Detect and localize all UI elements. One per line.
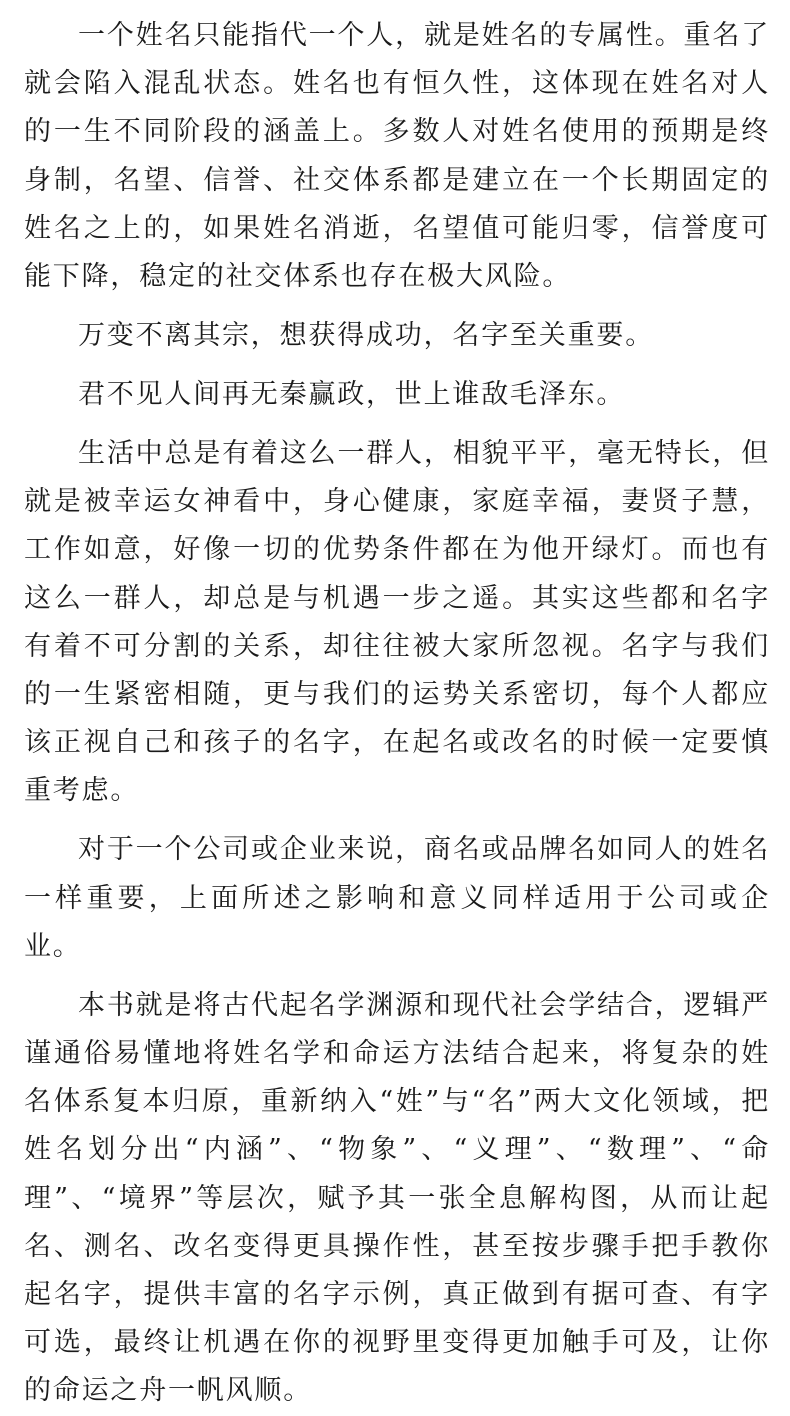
paragraph-fortune-and-names: 生活中总是有着这么一群人，相貌平平，毫无特长，但就是被幸运女神看中，身心健康，家庭幸福，妻贤子慧，工作如意，好像一切的优势条件都在为他开绿灯。而也有这么一群人，却总是与机遇一步之遥。其实这些都和名字有着不可分割的关系，却往往被大家所忽视。名字与我们的一生紧密相随，更与我们的运势关系密切，每个人都应该正视自己和孩子的名字，在起名或改名的时候一定要慎重考虑。 xyxy=(24,438,770,807)
paragraph-name-uniqueness: 一个姓名只能指代一个人，就是姓名的专属性。重名了就会陷入混乱状态。姓名也有恒久性，这体现在姓名对人的一生不同阶段的涵盖上。多数人对姓名使用的预期是终身制，名望、信誉、社交体系都是建立在一个长期固定的姓名之上的，如果姓名消逝，名望值可能归零，信誉度可能下降，稳定的社交体系也存在极大风险。 xyxy=(24,20,770,293)
paragraph-book-introduction: 本书就是将古代起名学渊源和现代社会学结合，逻辑严谨通俗易懂地将姓名学和命运方法结合起来，将复杂的姓名体系复本归原，重新纳入“姓”与“名”两大文化领域，把姓名划分出“内涵”、“物象”、“义理”、“数理”、“命理”、“境界”等层次，赋予其一张全息解构图，从而让起名、测名、改名变得更具操作性，甚至按步骤手把手教你起名字，提供丰富的名字示例，真正做到有据可查、有字可选，最终让机遇在你的视野里变得更加触手可及，让你的命运之舟一帆风顺。 xyxy=(24,989,770,1407)
paragraph-company-names: 对于一个公司或企业来说，商名或品牌名如同人的姓名一样重要，上面所述之影响和意义同样适用于公司或企业。 xyxy=(24,834,770,962)
paragraph-name-importance: 万变不离其宗，想获得成功，名字至关重要。 xyxy=(78,320,654,352)
paragraph-historical-figures: 君不见人间再无秦赢政，世上谁敌毛泽东。 xyxy=(78,379,626,411)
